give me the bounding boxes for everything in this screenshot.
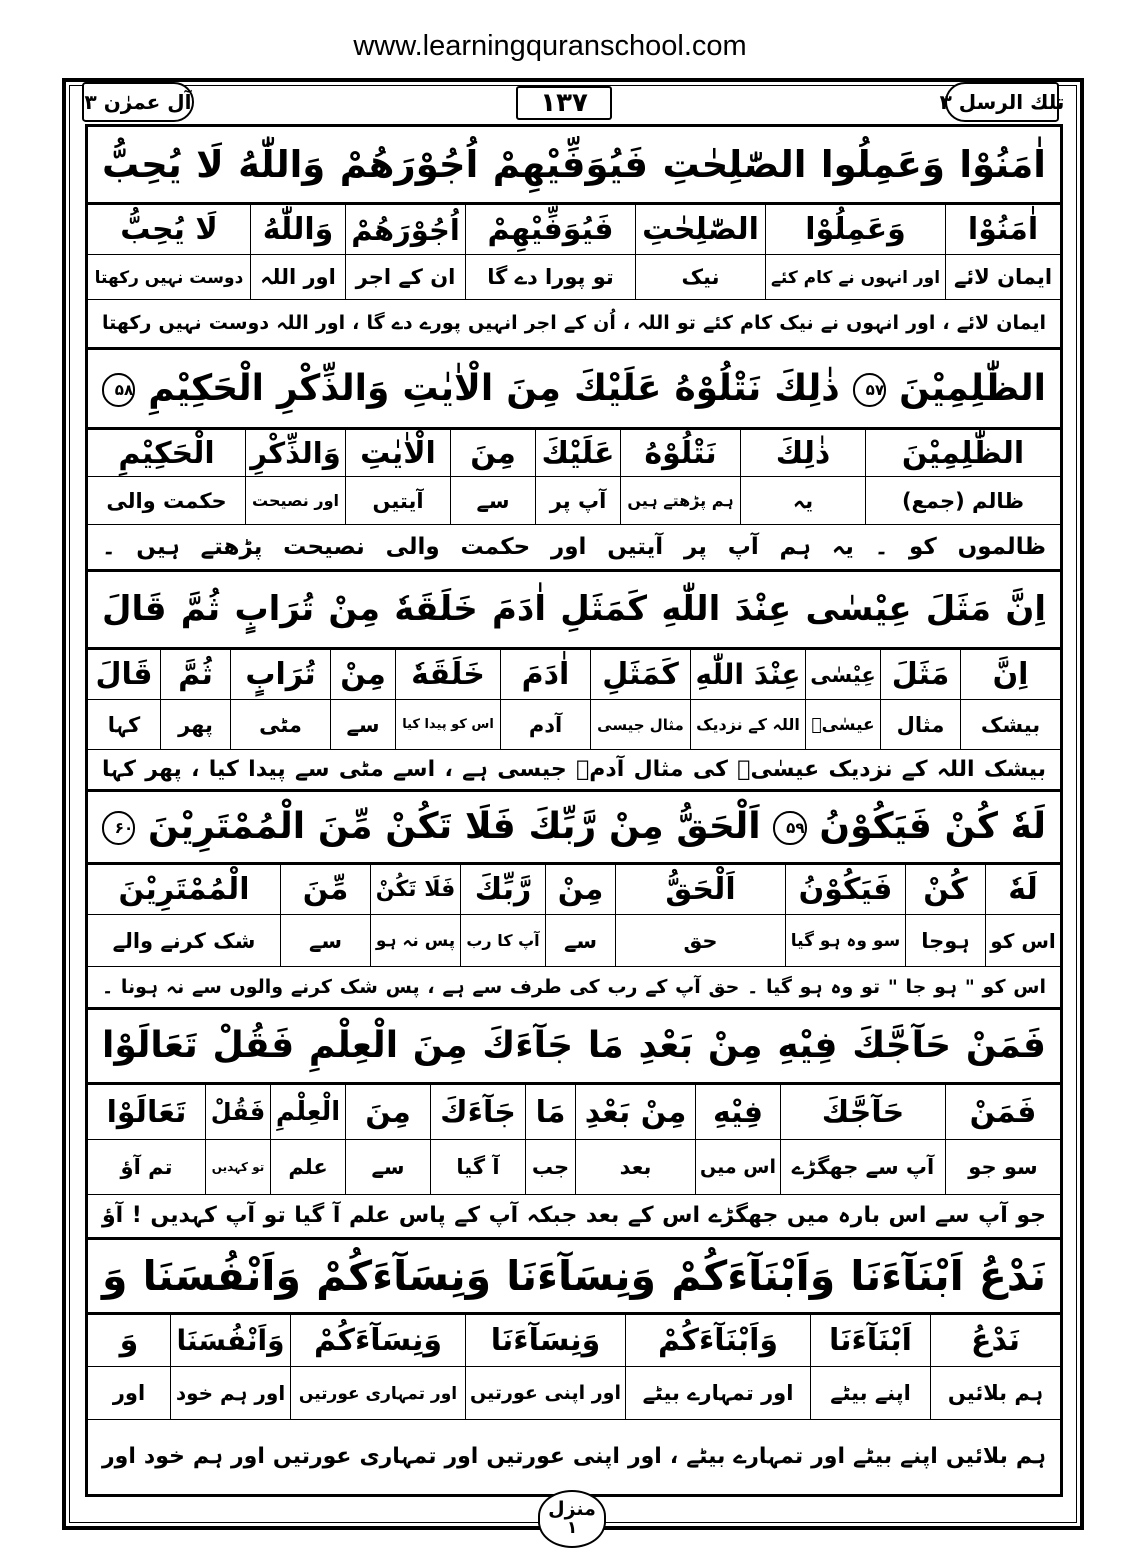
arabic-word: نَدْعُ (970, 1323, 1021, 1358)
urdu-meaning: جب (531, 1155, 570, 1179)
arabic-word-cell (230, 650, 330, 699)
arabic-text-segment: ذٰلِكَ نَتْلُوْهُ عَلَيْكَ مِنَ الْاٰيٰتِ وَالذِّكْرِ الْحَكِيْمِ (148, 368, 840, 409)
urdu-meaning-cell (280, 915, 370, 966)
urdu-meaning: عیسٰیؑ (811, 714, 875, 735)
urdu-translation-line (88, 300, 1060, 350)
arabic-word-cell (465, 205, 635, 254)
urdu-meaning-cell (535, 477, 620, 524)
arabic-text-segment: اِنَّ مَثَلَ عِيْسٰى عِنْدَ اللّٰهِ كَمَثَلِ اٰدَمَ خَلَقَهٗ مِنْ تُرَابٍ ثُمَّ قَالَ (102, 589, 1046, 629)
arabic-word-cell (270, 1085, 345, 1139)
arabic-word: مِنْ بَعْدِ (584, 1094, 687, 1130)
urdu-meaning-cell (465, 1367, 625, 1419)
arabic-word-cell (330, 650, 395, 699)
arabic-word-cell (865, 430, 1060, 476)
verse-block (88, 1240, 1060, 1494)
urdu-meaning-cell (945, 1140, 1060, 1194)
urdu-meaning: حق (683, 928, 718, 953)
arabic-word: اَلْحَقُّ (665, 872, 736, 907)
urdu-meaning: ظالم (جمع) (901, 488, 1025, 513)
verse-block (88, 127, 1060, 350)
arabic-word-cell (785, 865, 905, 914)
urdu-meaning: اور (112, 1381, 146, 1405)
urdu-meaning-cell (635, 255, 765, 299)
arabic-word-cell (345, 1085, 430, 1139)
urdu-meaning: سو جو (968, 1155, 1038, 1179)
arabic-word-cell (345, 205, 465, 254)
urdu-meaning: آپ پر (549, 488, 607, 513)
arabic-word-cell (88, 205, 250, 254)
page-number: ۱۳۷ (540, 88, 588, 118)
urdu-meaning: مٹی (259, 712, 302, 737)
arabic-word-cell (575, 1085, 695, 1139)
urdu-meaning: آپ کا رب (466, 931, 540, 950)
urdu-meaning: ان کے اجر (355, 265, 456, 289)
arabic-word-cell (500, 650, 590, 699)
urdu-meaning: سو وہ ہو گیا (790, 931, 901, 951)
arabic-word-cell (88, 1315, 170, 1366)
urdu-meaning: آپ سے جھگڑے (791, 1155, 935, 1179)
arabic-word-cell (545, 865, 615, 914)
urdu-meaning: مثال (896, 712, 945, 737)
urdu-meaning-cell (345, 255, 465, 299)
arabic-words-row (88, 650, 1060, 700)
verse-block (88, 1010, 1060, 1240)
urdu-meaning-cell (805, 700, 880, 749)
arabic-verse-line (88, 1010, 1060, 1085)
urdu-translation-text: ظالموں کو ۔ یہ ہم آپ پر آیتیں اور حکمت والی نصیحت پڑھتے ہیں ۔ (102, 534, 1046, 560)
urdu-translation-line (88, 1420, 1060, 1494)
arabic-word-cell (810, 1315, 930, 1366)
manzil-badge (538, 1490, 606, 1548)
arabic-word: مِنْ (557, 872, 604, 907)
urdu-meaning: اس میں (700, 1156, 776, 1178)
urdu-meaning-cell (330, 700, 395, 749)
arabic-word-cell (930, 1315, 1060, 1366)
arabic-word: مِنْ (340, 657, 386, 692)
arabic-word: الْعِلْمِ (275, 1097, 341, 1127)
urdu-translation-line (88, 1195, 1060, 1240)
urdu-meaning-cell (205, 1140, 270, 1194)
urdu-meaning: سے (564, 928, 597, 953)
urdu-translation-text: جو آپ سے اس بارہ میں جھگڑے اس کے بعد جبکہ آپ کے پاس علم آ گیا تو آپ کہدیں ! آؤ (102, 1203, 1046, 1228)
urdu-meaning-cell (88, 1140, 205, 1194)
urdu-meaning: اور اللہ (260, 265, 336, 289)
arabic-word-cell (590, 650, 690, 699)
arabic-words-row (88, 1315, 1060, 1367)
arabic-word: مِنَ (470, 435, 516, 471)
urdu-meaning-cell (880, 700, 960, 749)
arabic-word-cell (88, 430, 245, 476)
arabic-word-cell (88, 1085, 205, 1139)
urdu-meaning-cell (88, 915, 280, 966)
urdu-meaning: اور انہوں نے کام کئے (770, 267, 941, 288)
arabic-word-cell (465, 1315, 625, 1366)
urdu-meaning-cell (620, 477, 740, 524)
verse-block (88, 792, 1060, 1010)
arabic-verse-line (88, 1240, 1060, 1315)
arabic-word-cell (88, 650, 160, 699)
arabic-word-cell (985, 865, 1060, 914)
urdu-meaning: کہا (107, 712, 141, 737)
urdu-meaning: آ گیا (456, 1155, 500, 1179)
arabic-word-cell (250, 205, 345, 254)
urdu-meaning-cell (785, 915, 905, 966)
urdu-meaning-cell (740, 477, 865, 524)
arabic-word: الْمُمْتَرِيْنَ (118, 872, 250, 907)
urdu-meaning-cell (615, 915, 785, 966)
arabic-word: عَلَيْكَ (541, 435, 615, 471)
arabic-word: مَا (535, 1094, 566, 1130)
arabic-verse-line (88, 572, 1060, 650)
urdu-meaning-cell (170, 1367, 290, 1419)
urdu-meaning: ہم پڑھتے ہیں (627, 491, 734, 510)
arabic-word: فَلَا تَكُنْ (375, 877, 456, 902)
urdu-meaning: اپنے بیٹے (830, 1381, 911, 1405)
arabic-word-cell (430, 1085, 525, 1139)
arabic-word-cell (170, 1315, 290, 1366)
arabic-word-cell (280, 865, 370, 914)
arabic-word-cell (620, 430, 740, 476)
urdu-meanings-row (88, 477, 1060, 525)
urdu-meaning-cell (245, 477, 345, 524)
page-number-box (516, 86, 612, 120)
urdu-meaning-cell (985, 915, 1060, 966)
urdu-meaning: تم آؤ (120, 1155, 173, 1179)
arabic-verse-line (88, 350, 1060, 430)
arabic-word-cell (535, 430, 620, 476)
urdu-meaning-cell (905, 915, 985, 966)
ayah-end-marker: ۵۷ (853, 373, 886, 406)
surah-name: آل عمرٰن ۳ (84, 90, 192, 114)
urdu-meaning: دوست نہیں رکھتا (94, 267, 244, 288)
urdu-meaning: سے (346, 712, 380, 737)
arabic-words-row (88, 205, 1060, 255)
urdu-meaning-cell (945, 255, 1060, 299)
manzil-number: ۱ (566, 1518, 578, 1539)
arabic-word-cell (880, 650, 960, 699)
urdu-meaning: مثال جیسی (597, 715, 684, 734)
arabic-word-cell (245, 430, 345, 476)
arabic-word: رَّبِّكَ (474, 872, 532, 907)
arabic-word-cell (345, 430, 450, 476)
urdu-meaning-cell (460, 915, 545, 966)
arabic-word-cell (945, 205, 1060, 254)
urdu-meaning: سے (371, 1155, 405, 1179)
arabic-word: كُنْ (923, 872, 968, 907)
arabic-word-cell (615, 865, 785, 914)
arabic-word-cell (635, 205, 765, 254)
urdu-meanings-row (88, 700, 1060, 750)
arabic-word: وَنِسَآءَكُمْ (314, 1323, 443, 1358)
urdu-meaning: ہوجا (921, 928, 970, 953)
arabic-word: اٰمَنُوْا (967, 212, 1039, 247)
urdu-meaning-cell (88, 477, 245, 524)
para-name-tab (939, 82, 1065, 122)
arabic-word-cell (88, 865, 280, 914)
arabic-word: وَاَنْفُسَنَا (176, 1324, 285, 1357)
urdu-meaning: نیک (681, 265, 720, 289)
urdu-meaning-cell (810, 1367, 930, 1419)
arabic-word: لَهٗ (1008, 872, 1038, 907)
urdu-meaning-cell (465, 255, 635, 299)
arabic-word: حَآجَّكَ (821, 1094, 905, 1130)
arabic-word: فَيَكُوْنُ (798, 872, 893, 907)
arabic-word: مِنَ (365, 1094, 411, 1130)
arabic-word-cell (740, 430, 865, 476)
urdu-translation-text: اس کو " ہو جا " تو وہ ہو گیا ۔ حق آپ کے رب کی طرف سے ہے ، پس شک کرنے والوں سے نہ ہونا ۔ (102, 976, 1046, 998)
arabic-verse-line (88, 792, 1060, 865)
urdu-meaning-cell (525, 1140, 575, 1194)
urdu-meaning: بعد (619, 1155, 652, 1179)
arabic-word: الظّٰلِمِيْنَ (901, 435, 1025, 471)
arabic-word-cell (695, 1085, 780, 1139)
urdu-translation-line (88, 750, 1060, 792)
arabic-text-segment: الظّٰلِمِيْنَ (899, 368, 1046, 409)
arabic-word-cell (460, 865, 545, 914)
urdu-meaning-cell (160, 700, 230, 749)
urdu-meaning-cell (695, 1140, 780, 1194)
arabic-word: ذٰلِكَ (775, 435, 831, 471)
ayah-end-marker: ۵۸ (102, 373, 135, 406)
arabic-word: فَقُلْ (210, 1098, 266, 1126)
urdu-meaning-cell (345, 477, 450, 524)
arabic-word-cell (805, 650, 880, 699)
urdu-meaning: اور تمہارے بیٹے (642, 1381, 794, 1405)
urdu-translation-text: ایمان لائے ، اور انہوں نے نیک کام کئے تو اللہ ، اُن کے اجر انہیں پورے دے گا ، اور اللہ دوست نہیں رکھتا (102, 312, 1046, 334)
urdu-meaning-cell (865, 477, 1060, 524)
verse-content (85, 124, 1063, 1497)
arabic-word-cell (525, 1085, 575, 1139)
arabic-word: تَعَالَوْا (106, 1094, 187, 1130)
arabic-word: وَالذِّكْرِ (250, 436, 341, 470)
urdu-meaning: اور تمہاری عورتیں (298, 1383, 458, 1404)
arabic-word-cell (625, 1315, 810, 1366)
arabic-word-cell (690, 650, 805, 699)
arabic-word-cell (370, 865, 460, 914)
arabic-word-cell (205, 1085, 270, 1139)
arabic-word-cell (960, 650, 1060, 699)
arabic-verse-line (88, 127, 1060, 205)
arabic-word: وَنِسَآءَنَا (490, 1323, 601, 1358)
arabic-word-cell (780, 1085, 945, 1139)
arabic-word: اٰدَمَ (521, 657, 570, 692)
arabic-word: فِيْهِ (712, 1094, 764, 1130)
urdu-meaning-cell (230, 700, 330, 749)
arabic-word: فَيُوَفِّيْهِمْ (487, 212, 614, 247)
arabic-word: فَمَنْ (969, 1094, 1037, 1130)
urdu-meaning-cell (500, 700, 590, 749)
urdu-translation-text: بیشک اللہ کے نزدیک عیسٰیؑ کی مثال آدمؑ جیسی ہے ، اسے مٹی سے پیدا کیا ، پھر کہا (102, 757, 1046, 782)
urdu-meaning: آیتیں (372, 488, 424, 513)
arabic-word-cell (905, 865, 985, 914)
urdu-meaning: ایمان لائے (953, 265, 1053, 289)
urdu-meaning-cell (690, 700, 805, 749)
arabic-word-cell (395, 650, 500, 699)
urdu-meaning: اللہ کے نزدیک (696, 715, 800, 734)
verse-block (88, 572, 1060, 792)
arabic-word: تُرَابٍ (245, 657, 316, 692)
urdu-meaning-cell (625, 1367, 810, 1419)
urdu-meaning-cell (88, 1367, 170, 1419)
arabic-word-cell (945, 1085, 1060, 1139)
urdu-meaning: اس کو (990, 928, 1056, 953)
urdu-meaning-cell (88, 255, 250, 299)
arabic-word: الْاٰيٰتِ (360, 435, 436, 471)
arabic-word: اَبْنَآءَنَا (829, 1323, 912, 1358)
arabic-word: وَاللّٰهُ (262, 212, 334, 247)
arabic-word: لَا يُحِبُّ (120, 212, 218, 247)
verse-block (88, 350, 1060, 572)
urdu-meaning-cell (545, 915, 615, 966)
urdu-meaning: تو پورا دے گا (487, 265, 614, 289)
urdu-meaning-cell (345, 1140, 430, 1194)
arabic-word-cell (765, 205, 945, 254)
ayah-end-marker: ۶۰ (102, 811, 135, 844)
urdu-meaning: پس نہ ہو (375, 931, 456, 951)
urdu-meaning-cell (290, 1367, 465, 1419)
urdu-meaning-cell (88, 700, 160, 749)
arabic-word-cell (450, 430, 535, 476)
urdu-meaning-cell (765, 255, 945, 299)
urdu-meaning: حکمت والی (106, 488, 227, 513)
para-name: تلك الرسل ۳ (939, 90, 1065, 114)
urdu-meaning: تو کہدیں (211, 1160, 265, 1174)
urdu-meaning-cell (590, 700, 690, 749)
arabic-word: خَلَقَهٗ (411, 657, 485, 692)
arabic-text-segment: اٰمَنُوْا وَعَمِلُوا الصّٰلِحٰتِ فَيُوَفِّيْهِمْ اُجُوْرَهُمْ وَاللّٰهُ لَا يُحِبُّ (102, 143, 1046, 186)
urdu-meaning: سے (309, 928, 342, 953)
arabic-words-row (88, 430, 1060, 477)
arabic-word: وَ (119, 1323, 139, 1358)
urdu-meaning: علم (288, 1155, 328, 1179)
arabic-word-cell (160, 650, 230, 699)
urdu-meaning: بیشک (980, 712, 1041, 737)
arabic-word: ثُمَّ (178, 657, 213, 692)
urdu-meaning-cell (250, 255, 345, 299)
urdu-meaning: سے (476, 488, 510, 513)
urdu-meanings-row (88, 1367, 1060, 1420)
arabic-word: مَثَلَ (891, 657, 950, 692)
website-url: www.learningquranschool.com (353, 30, 747, 62)
urdu-meaning-cell (930, 1367, 1060, 1419)
arabic-words-row (88, 865, 1060, 915)
arabic-text-segment: نَدْعُ اَبْنَآءَنَا وَاَبْنَآءَكُمْ وَنِسَآءَنَا وَنِسَآءَكُمْ وَاَنْفُسَنَا وَ (102, 1252, 1046, 1300)
arabic-text-segment: فَمَنْ حَآجَّكَ فِيْهِ مِنْ بَعْدِ مَا جَآءَكَ مِنَ الْعِلْمِ فَقُلْ تَعَالَوْا (102, 1025, 1046, 1066)
arabic-words-row (88, 1085, 1060, 1140)
urdu-meaning-cell (575, 1140, 695, 1194)
arabic-word: عِنْدَ اللّٰهِ (695, 658, 801, 691)
urdu-translation-text: ہم بلائیں اپنے بیٹے اور تمہارے بیٹے ، اور اپنی عورتیں اور تمہاری عورتیں اور ہم خود اور (102, 1444, 1046, 1469)
ayah-end-marker: ۵۹ (773, 811, 806, 844)
urdu-translation-line (88, 967, 1060, 1010)
urdu-meaning-cell (450, 477, 535, 524)
urdu-meaning-cell (430, 1140, 525, 1194)
urdu-meaning-cell (960, 700, 1060, 749)
urdu-meanings-row (88, 1140, 1060, 1195)
urdu-meaning: اور نصیحت (252, 491, 339, 510)
urdu-meaning-cell (395, 700, 500, 749)
arabic-word: اِنَّ (992, 657, 1029, 692)
urdu-meaning: اس کو پیدا کیا (402, 717, 494, 732)
urdu-meaning-cell (780, 1140, 945, 1194)
arabic-word-cell (290, 1315, 465, 1366)
arabic-word: وَاَبْنَآءَكُمْ (658, 1323, 779, 1358)
urdu-translation-line (88, 525, 1060, 572)
arabic-word: عِيْسٰى (810, 662, 876, 687)
urdu-meaning: ہم بلائیں (947, 1381, 1044, 1405)
urdu-meaning: اور ہم خود (175, 1381, 286, 1405)
urdu-meaning: اور اپنی عورتیں (470, 1382, 621, 1404)
urdu-meaning: آدم (528, 712, 563, 737)
arabic-text-segment: اَلْحَقُّ مِنْ رَّبِّكَ فَلَا تَكُنْ مِّنَ الْمُمْتَرِيْنَ (147, 806, 761, 847)
urdu-meanings-row (88, 255, 1060, 300)
arabic-word: كَمَثَلِ (602, 657, 679, 692)
arabic-word: جَآءَكَ (440, 1094, 516, 1130)
arabic-word: الصّٰلِحٰتِ (642, 212, 759, 247)
arabic-word: نَتْلُوْهُ (644, 435, 717, 471)
urdu-meaning: پھر (178, 712, 213, 737)
urdu-meanings-row (88, 915, 1060, 967)
arabic-word: مِّنَ (302, 872, 349, 907)
arabic-word: وَعَمِلُوْا (805, 212, 906, 247)
arabic-word: الْحَكِيْمِ (118, 435, 215, 471)
arabic-word: قَالَ (95, 657, 153, 692)
urdu-meaning-cell (270, 1140, 345, 1194)
urdu-meaning: شک کرنے والے (112, 928, 256, 953)
urdu-meaning-cell (370, 915, 460, 966)
surah-name-tab (82, 82, 194, 122)
arabic-word: اُجُوْرَهُمْ (351, 212, 460, 247)
arabic-text-segment: لَهٗ كُنْ فَيَكُوْنُ (819, 806, 1046, 847)
manzil-label: منزل (548, 1498, 596, 1521)
urdu-meaning: یہ (792, 488, 814, 513)
